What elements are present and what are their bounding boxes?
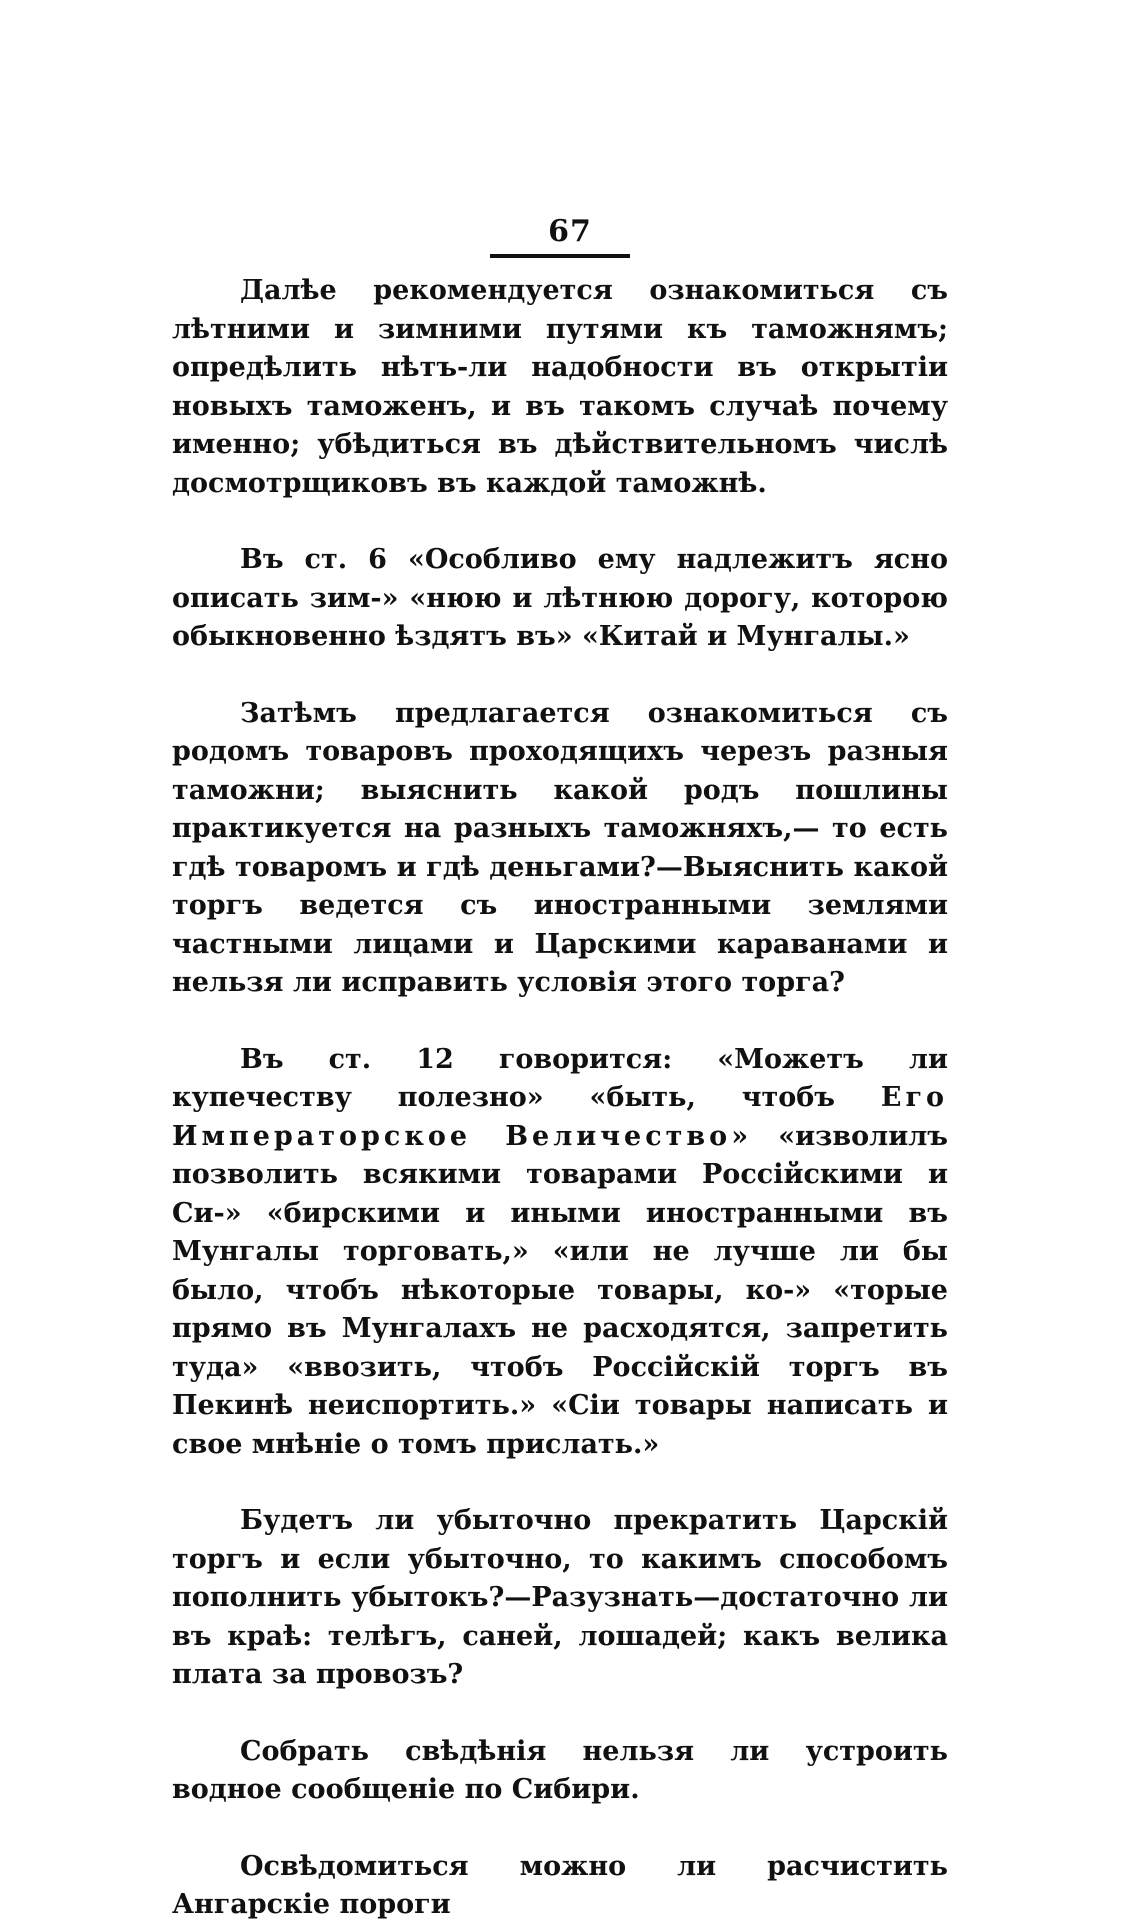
paragraph-5: Будетъ ли убыточно прекратить Царскій торгъ и если убыточно, то какимъ способомъ пополнить убытокъ?—Разузнать—достаточно ли въ краѣ: телѣгъ, саней, лошадей; какъ велика плата за провозъ?: [172, 1505, 948, 1690]
paragraph-2: [172, 541, 948, 657]
article-reference: Въ ст. 12 говорится:: [240, 1043, 718, 1075]
imperial-title: Его Императорское Величество: [172, 1082, 948, 1152]
quotation-start: «Можетъ ли купечеству полезно» «быть, чтобъ: [172, 1043, 948, 1113]
paragraph-3: Затѣмъ предлагается ознакомиться съ родомъ товаровъ проходящихъ черезъ разныя таможни; выяснить какой родъ пошлины практикуется на разныхъ таможняхъ,— то есть гдѣ товаромъ и гдѣ деньгами?—Выяснить какой торгъ ведется съ иностранными землями частными лицами и Царскими караванами и нельзя ли исправить условія этого торга?: [172, 697, 948, 998]
quotation-end: » «изволилъ позволить всякими товарами Россійскими и Си-» «бирскими и иными иностранными въ Мунгалы торговать,» «или не лучше ли бы было, чтобъ нѣкоторые товары, ко-» «торые прямо въ Мунгалахъ не расходятся, запретить туда» «ввозить, чтобъ Россійскій торгъ въ Пекинѣ неиспортить.» «Сіи товары написать и свое мнѣніе о томъ прислать.»: [172, 1120, 948, 1460]
paragraph-7: Освѣдомиться можно ли расчистить Ангарскіе пороги: [172, 1850, 948, 1920]
header-rule: [490, 254, 630, 258]
article-reference: Въ ст. 6: [240, 544, 408, 575]
page-number: 67: [548, 214, 592, 249]
paragraph-6: Собрать свѣдѣнія нельзя ли устроить водное сообщеніе по Сибири.: [172, 1735, 948, 1805]
paragraph-1: Далѣе рекомендуется ознакомиться съ лѣтними и зимними путями къ таможнямъ; опредѣлить нѣтъ-ли надобности въ открытіи новыхъ таможенъ, и въ такомъ случаѣ почему именно; убѣдиться въ дѣйствительномъ числѣ досмотрщиковъ въ каждой таможнѣ.: [172, 275, 948, 499]
body-text: [172, 272, 948, 1925]
quotation: «Особливо ему надлежитъ ясно описать зим-» «нюю и лѣтнюю дорогу, которою обыкновенно ѣздятъ въ» «Китай и Мунгалы.»: [172, 544, 948, 652]
paragraph-4: [172, 1041, 948, 1465]
